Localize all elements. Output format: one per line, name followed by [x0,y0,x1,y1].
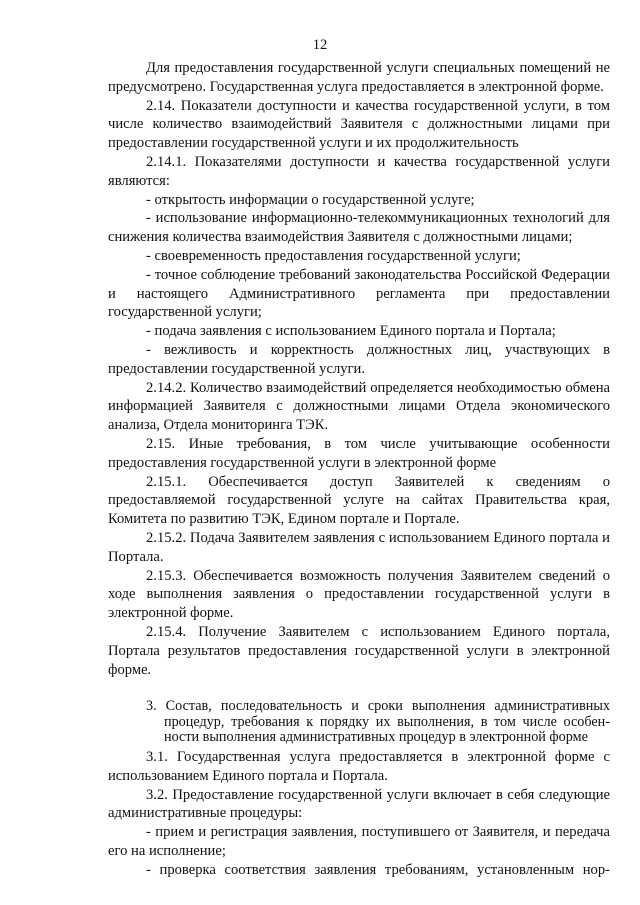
list-item-ict: - использование информационно-телекоммуникационных технологий для снижения количества взаимодействия Заявителя с должностными лицами; [108,210,610,246]
list-item-courtesy: - вежливость и корректность должностных лиц, участвующих в предоставлении государственной услуги. [108,341,610,377]
paragraph-2-15-3: 2.15.3. Обеспечивается возможность получения Заявителем сведений о ходе выполнения заявления о предоставлении государственной услуги в электронной форме. [108,567,610,622]
section-3-heading [108,699,610,746]
paragraph-2-15-1: 2.15.1. Обеспечивается доступ Заявителей к сведениям о предоставляемой государственной услуге на сайтах Правительства края, Комитета по развитию ТЭК, Едином портале и Портале. [108,473,610,528]
paragraph-2-14-2: 2.14.2. Количество взаимодействий определяется необходимостью обмена информацией Заявителя с должностными лицами Отдела экономического анализа, Отдела мониторинга ТЭК. [108,379,610,434]
list-item-portal-submission: - подача заявления с использованием Единого портала и Портала; [146,323,556,340]
paragraph-3-1: 3.1. Государственная услуга предоставляется в электронной форме с использованием Единого портала и Портала. [108,749,610,784]
paragraph-2-14-1: 2.14.1. Показателями доступности и качества государственной услуги являются: [108,153,610,189]
paragraph-2-15: 2.15. Иные требования, в том числе учитывающие особенности предоставления государственной услуги в электронной форме [108,435,610,471]
paragraph-3-2: 3.2. Предоставление государственной услуги включает в себя следующие административные процедуры: [108,786,610,822]
section-heading-line-3: ности выполнения административных процедур в электронной форме [164,729,588,746]
list-item-timeliness: - своевременность предоставления государственной услуги; [146,247,521,264]
paragraph-2-15-4: 2.15.4. Получение Заявителем с использованием Единого портала, Портала результатов предоставления государственной услуги в электронной форме. [108,623,610,678]
section-heading-line-1: 3. Состав, последовательность и сроки выполнения административных [146,698,610,715]
paragraph-2-14: 2.14. Показатели доступности и качества государственной услуги, в том числе количество взаимодействий Заявителя с должностными лицами при предоставлении государственной услуги и их продолжительность [108,97,610,152]
section-heading-line-2: процедур, требования к порядку их выполнения, в том числе особен- [164,713,610,730]
list-item-intake: - прием и регистрация заявления, поступившего от Заявителя, и передача его на исполнение; [108,824,610,860]
list-item-compliance-check: - проверка соответствия заявления требованиям, установленным нор- [146,861,610,878]
page-number: 12 [312,37,328,53]
list-item-openness: - открытость информации о государственной услуге; [146,191,475,208]
document-body [108,59,610,880]
paragraph-2-15-2: 2.15.2. Подача Заявителем заявления с использованием Единого портала и Портала. [108,529,610,565]
paragraph-premises: Для предоставления государственной услуги специальных помещений не предусмотрено. Государственная услуга предоставляется в электронной форме. [108,60,610,95]
list-item-legal-compliance: - точное соблюдение требований законодательства Российской Федерации и настоящего Административного регламента при предоставлении государственной услуги; [108,266,610,321]
